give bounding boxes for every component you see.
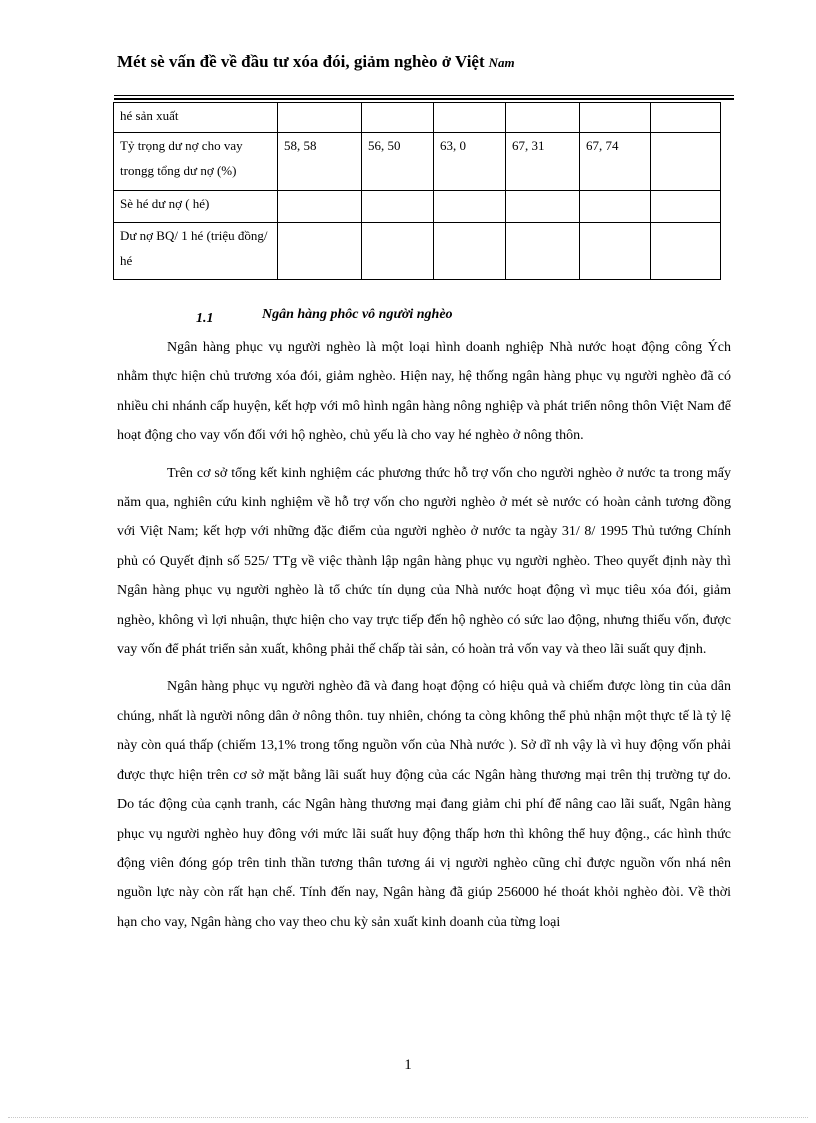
table-cell [651,103,721,133]
page-header [117,52,515,72]
table-cell: 67, 74 [580,133,651,191]
table-cell [506,103,580,133]
table-cell [506,191,580,223]
page-bottom-edge [8,1117,808,1118]
table-cell [362,191,434,223]
table-cell [278,103,362,133]
table-cell [434,191,506,223]
table-cell [651,191,721,223]
table-cell [278,223,362,280]
table-cell [651,133,721,191]
paragraph: Ngân hàng phục vụ người nghèo đã và đang hoạt động có hiệu quả và chiếm được lòng tin của dân chúng, nhất là người nông dân ở nông thôn. tuy nhiên, chóng ta còng không thể phủ nhận một thực tế là tỷ lệ này còn quá thấp (chiếm 13,1% trong tổng nguồn vốn của Nhà nước ). Sở dĩ nh vậy là vì huy động vốn phải được thực hiện trên cơ sở mặt bằng lãi suất huy động của các Ngân hàng thương mại trên thị trường tự do. Do tác động của cạnh tranh, các Ngân hàng thương mại đang giảm chi phí để nâng cao lãi suất, Ngân hàng phục vụ người nghèo huy đông với mức lãi suất huy động thấp hơn thì không thể huy động., các hình thức động viên đóng góp trên tinh thần tương thân tương ái vị người nghèo cũng chỉ được nguồn vốn nhá nên nguồn lực này còn rất hạn chế. Tính đến nay, Ngân hàng đã giúp 256000 hé thoát khỏi nghèo đòi. Về thời hạn cho vay, Ngân hàng cho vay theo chu kỳ sản xuất kinh doanh của từng loại [117,679,731,930]
header-title-tail: Nam [488,55,515,70]
table-cell [506,223,580,280]
header-rule [114,95,734,96]
section-number: 1.1 [196,311,214,326]
table-row [114,223,721,280]
table-cell: 56, 50 [362,133,434,191]
table-row [114,133,721,191]
section-title: Ngân hàng phôc vô người nghèo [262,307,453,322]
table-cell: 58, 58 [278,133,362,191]
table-cell [434,103,506,133]
table-cell [651,223,721,280]
table-cell: Dư nợ BQ/ 1 hé (triệu đồng/ hé [114,223,278,280]
table-row [114,103,721,133]
table-cell: 67, 31 [506,133,580,191]
page-number: 1 [404,1057,412,1073]
table-row [114,191,721,223]
statistics-table [113,102,721,280]
table-cell [580,103,651,133]
table-cell [278,191,362,223]
table-cell [362,103,434,133]
paragraph: Trên cơ sở tổng kết kinh nghiệm các phương thức hỗ trợ vốn cho người nghèo ở nước ta trong mấy năm qua, nghiên cứu kinh nghiệm về hỗ trợ vốn cho người nghèo ở mét sè nước có hoàn cảnh tương đồng với Việt Nam; kết hợp với những đặc điểm của người nghèo ở nước ta ngày 31/ 8/ 1995 Thủ tướng Chính phủ có Quyết định số 525/ TTg về việc thành lập ngân hàng phục vụ người nghèo. Theo quyết định này thì Ngân hàng phục vụ người nghèo là tổ chức tín dụng của Nhà nước hoạt động vì mục tiêu xóa đói, giảm nghèo, không vì lợi nhuận, thực hiện cho vay trực tiếp đến hộ nghèo có sức lao động, nhưng thiếu vốn, được vay vốn để phát triển sản xuất, không phải thế chấp tài sản, có hoàn trả vốn vay và theo lãi suất quy định. [117,465,731,658]
table-cell: Sè hé dư nợ ( hé) [114,191,278,223]
table-cell [362,223,434,280]
table-cell: Tỷ trọng dư nợ cho vay trongg tổng dư nợ (%) [114,133,278,191]
header-rule-thick [114,98,734,100]
table-cell: hé sản xuất [114,103,278,133]
table-cell: 63, 0 [434,133,506,191]
table-cell [434,223,506,280]
header-title: Mét sè vấn đề về đầu tư xóa đói, giảm nghèo ở Việt [117,52,485,71]
body-text [117,333,731,945]
paragraph: Ngân hàng phục vụ người nghèo là một loại hình doanh nghiệp Nhà nước hoạt động công Ých nhằm thực hiện chủ trương xóa đói, giảm nghèo. Hiện nay, hệ thống ngân hàng phục vụ người nghèo đã có nhiều chi nhánh cấp huyện, kết hợp với mô hình ngân hàng nông nghiệp và phát triển nông thôn Việt Nam để hoạt động cho vay vốn đối với hộ nghèo, chủ yếu là cho vay hé nghèo ở nông thôn. [117,340,731,444]
table-cell [580,191,651,223]
table-cell [580,223,651,280]
